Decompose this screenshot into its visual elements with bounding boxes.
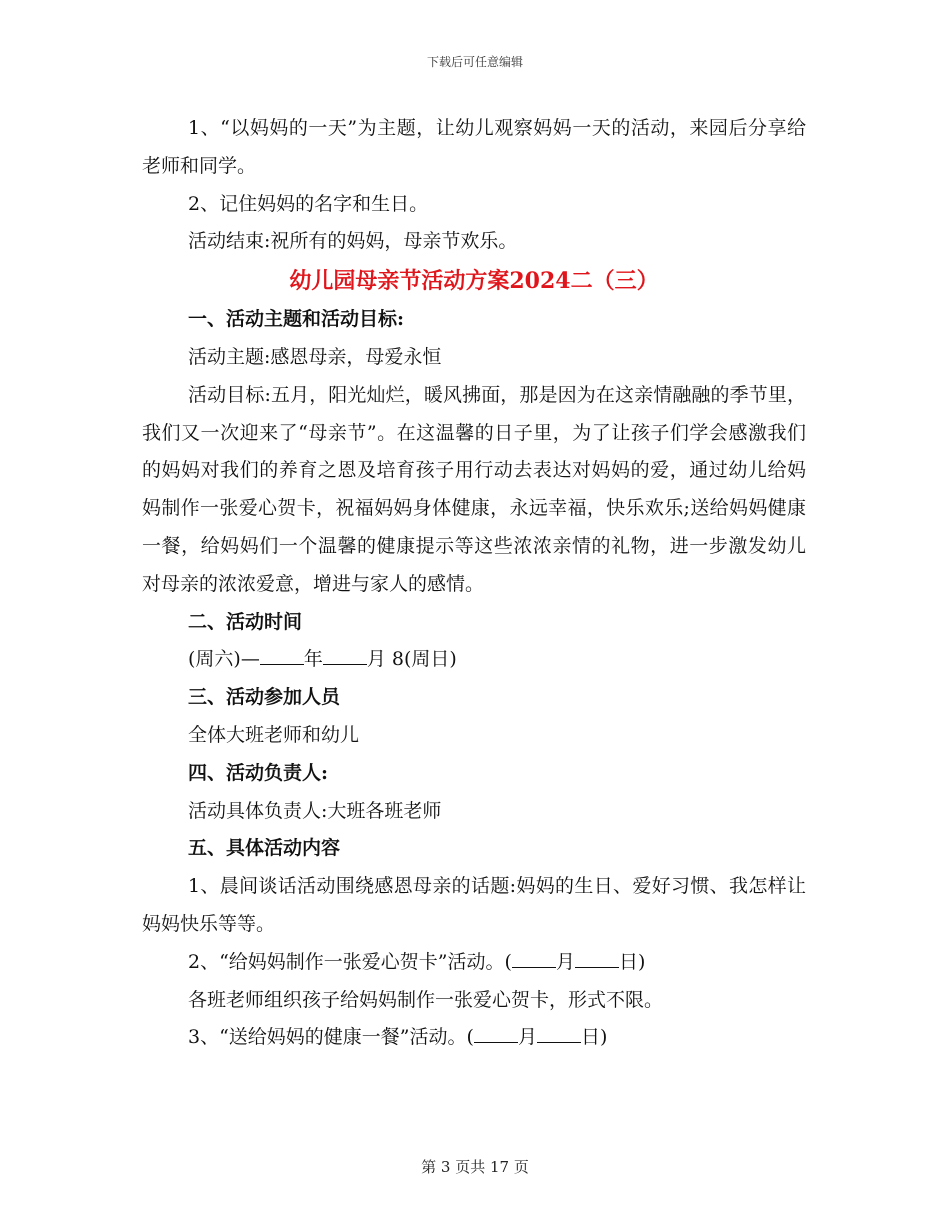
section-title: 幼儿园母亲节活动方案2024二（三）	[289, 268, 659, 295]
blank-month-3	[474, 1024, 518, 1043]
blank-day-2	[575, 949, 619, 968]
paragraph-activity-3	[142, 1019, 806, 1057]
paragraph-goal: 活动目标:五月，阳光灿烂，暖风拂面，那是因为在这亲情融融的季节里，我们又一次迎来了“母亲节”。在这温馨的日子里，为了让孩子们学会感激我们的妈妈对我们的养育之恩及培育孩子用行动去表达对妈妈的爱，通过幼儿给妈妈制作一张爱心贺卡，祝福妈妈身体健康，永远幸福，快乐欢乐;送给妈妈健康一餐，给妈妈们一个温馨的健康提示等这些浓浓亲情的礼物，进一步激发幼儿对母亲的浓浓爱意，增进与家人的感情。	[142, 383, 806, 595]
paragraph-1: 1、“以妈妈的一天”为主题，让幼儿观察妈妈一天的活动，来园后分享给老师和同学。	[142, 117, 806, 177]
paragraph-time	[142, 641, 806, 679]
document-body	[142, 110, 806, 1057]
heading-4: 四、活动负责人:	[188, 761, 329, 784]
time-part-a: (周六)—	[188, 648, 260, 671]
item2-part-c: 日)	[618, 950, 646, 973]
blank-year	[260, 646, 304, 665]
paragraph-3: 活动结束:祝所有的妈妈，母亲节欢乐。	[188, 230, 518, 253]
blank-month-2	[512, 949, 556, 968]
heading-2: 二、活动时间	[188, 610, 303, 633]
paragraph-2: 2、记住妈妈的名字和生日。	[188, 192, 429, 215]
heading-3: 三、活动参加人员	[188, 686, 341, 709]
paragraph-participants: 全体大班老师和幼儿	[188, 723, 360, 746]
item2-part-a: 2、“给妈妈制作一张爱心贺卡”活动。(	[188, 950, 512, 973]
blank-month	[323, 646, 367, 665]
paragraph-theme: 活动主题:感恩母亲，母爱永恒	[188, 345, 442, 368]
page-header: 下载后可任意编辑	[426, 55, 523, 69]
blank-day-3	[537, 1024, 581, 1043]
item2-part-b: 月	[555, 950, 575, 973]
page-footer: 第 3 页共 17 页	[421, 1158, 529, 1176]
time-part-b: 年	[303, 648, 323, 671]
item3-part-b: 月	[517, 1026, 537, 1049]
paragraph-activity-1: 1、晨间谈话活动围绕感恩母亲的话题:妈妈的生日、爱好习惯、我怎样让妈妈快乐等等。	[142, 875, 806, 935]
item3-part-a: 3、“送给妈妈的健康一餐”活动。(	[188, 1026, 474, 1049]
item3-part-c: 日)	[580, 1026, 608, 1049]
heading-5: 五、具体活动内容	[188, 837, 341, 860]
heading-1: 一、活动主题和活动目标:	[188, 308, 405, 331]
paragraph-card-note: 各班老师组织孩子给妈妈制作一张爱心贺卡，形式不限。	[188, 988, 664, 1011]
paragraph-activity-2	[142, 944, 806, 982]
paragraph-responsible: 活动具体负责人:大班各班老师	[188, 799, 442, 822]
time-part-c: 月 8(周日)	[366, 648, 457, 671]
